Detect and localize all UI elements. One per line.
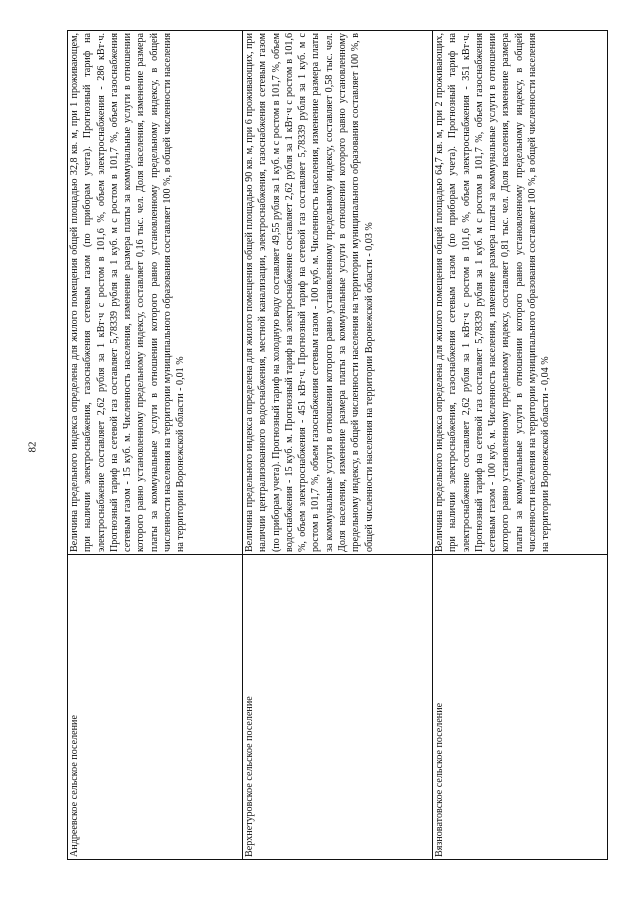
rotated-table-container: [67, 30, 607, 860]
settlement-name: Андреевское сельское поселение: [68, 555, 243, 860]
page-number: 82: [26, 441, 39, 453]
settlement-description: Величина предельного индекса определена для жилого помещения общей площадью 32,8 кв. м, при 1 проживающем, при наличии электроснабжения, газоснабжения сетевым газом (по приборам учета). Прогнозный тариф на электроснабжение составляет 2,62 рубля за 1 кВт·ч с ростом в 101,6 %, объем электроснабжения - 286 кВт·ч. Прогнозный тариф на сетевой газ составляет 5,78339 рубля за 1 куб. м с ростом в 101,7 %, объем газоснабжения сетевым газом - 15 куб. м. Численность населения, изменение размера платы за коммунальные услуги в отношении которого равно установленному предельному индексу, составляет 0,16 тыс. чел. Доля населения, изменение размера платы за коммунальные услуги в отношении которого равно установленному предельному индексу, в общей численности населения на территории муниципального образования составляет 100 %, в общей численности населения на территории Воронежской области - 0,01 %: [68, 31, 243, 555]
settlement-name: Верхнетуровское сельское поселение: [243, 555, 433, 860]
settlement-description: Величина предельного индекса определена для жилого помещения общей площадью 64,7 кв. м, при 2 проживающих, при наличии электроснабжения, газоснабжения сетевым газом (по приборам учета). Прогнозный тариф на электроснабжение составляет 2,62 рубля за 1 кВт·ч с ростом в 101,6 %, объем электроснабжения - 351 кВт·ч. Прогнозный тариф на сетевой газ составляет 5,78339 рубля за 1 куб. м с ростом в 101,7 %, объем газоснабжения сетевым газом - 100 куб. м. Численность населения, изменение размера платы за коммунальные услуги в отношении которого равно установленному предельному индексу, составляет 0,81 тыс. чел. Доля населения, изменение размера платы за коммунальные услуги в отношении которого равно установленному предельному индексу, в общей численности населения на территории муниципального образования составляет 100 %, в общей численности населения на территории Воронежской области - 0,04 %: [433, 31, 608, 555]
table-row: [68, 31, 243, 860]
table-row: [433, 31, 608, 860]
settlement-description: Величина предельного индекса определена для жилого помещения общей площадью 90 кв. м, при 6 проживающих, при наличии централизованного водоснабжения, местной канализации, электроснабжения, газоснабжения сетевым газом (по приборам учета). Прогнозный тариф на холодную воду составляет 49,55 рубля за 1 куб. м с ростом в 101,7 %, объем водоснабжения - 15 куб. м. Прогнозный тариф на электроснабжение составляет 2,62 рубля за 1 кВт·ч с ростом в 101,6 %, объем электроснабжения - 451 кВт·ч. Прогнозный тариф на сетевой газ составляет 5,78339 рубля за 1 куб. м с ростом в 101,7 %, объем газоснабжения сетевым газом - 100 куб. м. Численность населения, изменение размера платы за коммунальные услуги в отношении которого равно установленному предельному индексу, составляет 0,58 тыс. чел. Доля населения, изменение размера платы за коммунальные услуги в отношении которого равно установленному предельному индексу, в общей численности населения на территории муниципального образования составляет 100 %, в общей численности населения на территории Воронежской области - 0,03 %: [243, 31, 433, 555]
table-row: [243, 31, 433, 860]
settlement-index-table: [67, 30, 608, 860]
settlement-name: Вязноватовское сельское поселение: [433, 555, 608, 860]
